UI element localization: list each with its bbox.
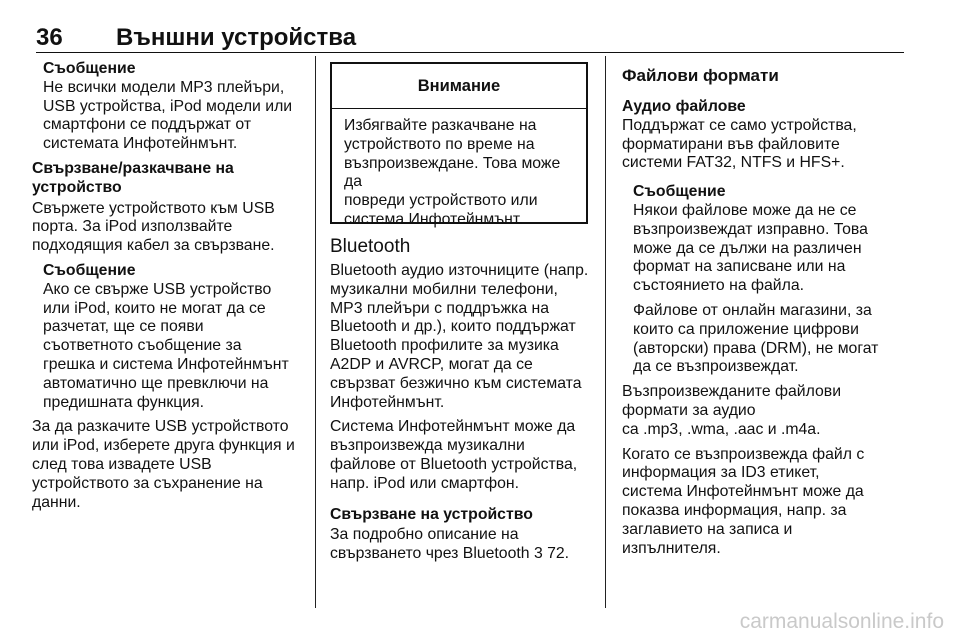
paragraph: Възпроизвежданите файлови формати за аудио са .mp3, .wma, .aac и .m4a. — [622, 383, 842, 438]
watermark: carmanualsonline.info — [739, 610, 944, 633]
column-left — [32, 60, 307, 518]
section-heading: Файлови формати — [622, 66, 779, 85]
section-heading: Свързване/разкачване на устройство — [32, 159, 234, 196]
section-text: Свържете устройството към USB порта. За iPod използвайте подходящия кабел за свързване. — [32, 199, 275, 255]
page-header — [20, 10, 940, 50]
warning-text: Избягвайте разкачване на устройството по време на възпроизвеждане. Това може да повреди устройството или система Инфотейнмънт. — [344, 117, 561, 228]
note-text: Ако се свърже USB устройство или iPod, които не могат да се разчетат, ще се появи съответното съобщение за грешка и система Инфотейнмънт автоматично ще превключи на предишната функция. — [43, 280, 289, 411]
paragraph: Когато се възпроизвежда файл с информация за ID3 етикет, система Инфотейнмънт може да показва информация, напр. за заглавието на записа и изпълнителя. — [622, 445, 865, 557]
page-number: 36 — [36, 24, 63, 51]
section-heading: Свързване на устройство — [330, 505, 533, 523]
note-heading: Съобщение — [633, 183, 726, 201]
column-right — [622, 66, 942, 564]
column-divider-1 — [315, 56, 316, 608]
sub-heading: Аудио файлове — [622, 98, 746, 115]
paragraph: За подробно описание на свързването чрез Bluetooth 3 72. — [330, 526, 570, 563]
paragraph: Система Инфотейнмънт може да възпроизвежда музикални файлове от Bluetooth устройства, напр. iPod или смартфон. — [330, 418, 578, 492]
note-block — [622, 183, 942, 377]
warning-box — [330, 62, 588, 228]
note-text: Не всички модели MP3 плейъри, USB устройства, iPod модели или смартфони се поддържат от системата Инфотейнмънт. — [43, 78, 293, 153]
bluetooth-heading: Bluetooth — [330, 236, 411, 257]
paragraph: Bluetooth аудио източниците (напр. музикални мобилни телефони, MP3 плейъри с поддръжка на Bluetooth и др.), които поддържат Bluetooth профилите за музика A2DP и AVRCP, могат да се свързват безжично към системата Инфотейнмънт. — [330, 262, 589, 411]
note-text: Някои файлове може да не се възпроизвеждат изправно. Това може да се дължи на различен формат на записване или на състоянието на файла. — [633, 201, 868, 295]
note-block — [32, 60, 307, 154]
note-heading: Съобщение — [43, 60, 136, 77]
warning-title: Внимание — [332, 64, 586, 109]
paragraph: За да разкачите USB устройството или iPod, изберете друга функция и след това извадете USB устройството за съхранение на данни. — [32, 418, 295, 511]
page-title: Външни устройства — [116, 24, 357, 51]
header-divider — [36, 52, 904, 53]
note-heading: Съобщение — [43, 261, 136, 279]
page-reference-link[interactable]: 3 72. — [533, 545, 570, 563]
column-middle — [330, 236, 600, 570]
column-divider-2 — [605, 56, 606, 608]
note-block — [32, 262, 307, 412]
note-text: Файлове от онлайн магазини, за които са приложение цифрови (авторски) права (DRM), не могат да се възпроизвеждат. — [633, 301, 879, 376]
paragraph: Поддържат се само устройства, форматирани във файловите системи FAT32, NTFS и HFS+. — [622, 116, 857, 172]
